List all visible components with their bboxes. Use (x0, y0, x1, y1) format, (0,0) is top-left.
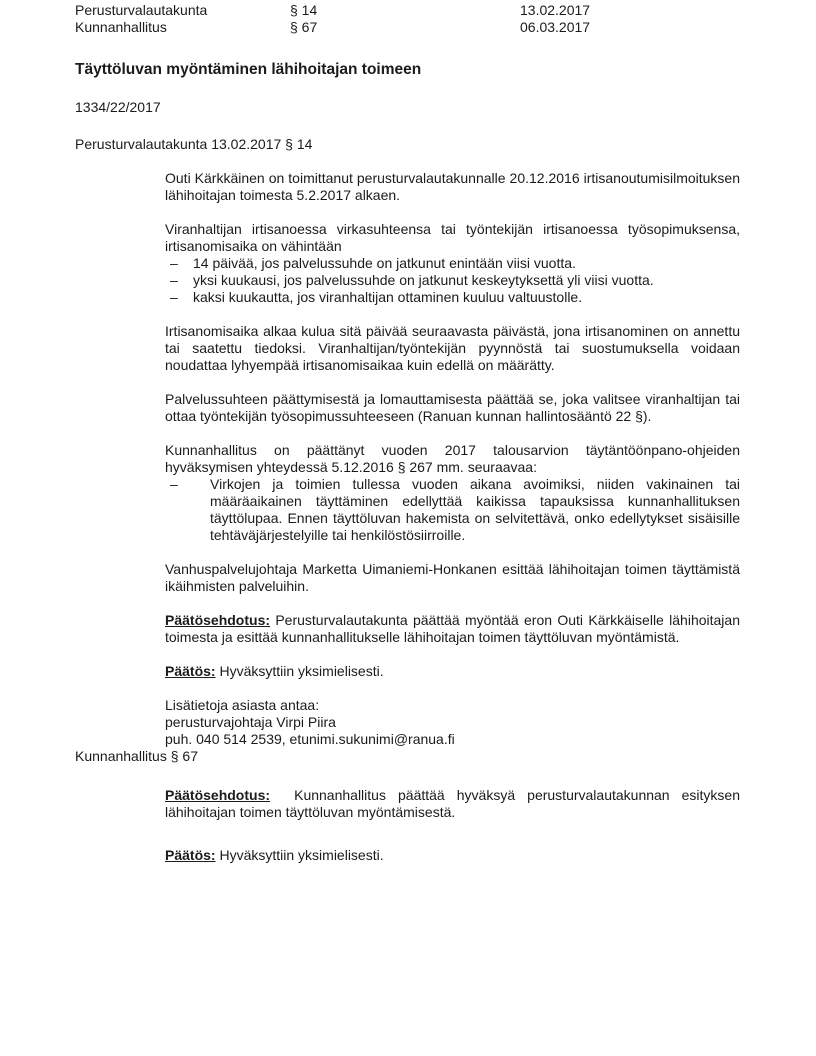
case-number: 1334/22/2017 (75, 99, 161, 115)
section-heading-kunnanhallitus: Kunnanhallitus § 67 (75, 748, 198, 764)
header-date: 06.03.2017 (520, 19, 591, 35)
header-date: 13.02.2017 (520, 2, 591, 18)
section-body (165, 170, 740, 748)
list-dash-marker: – (170, 476, 178, 492)
list-item-text: 14 päivää, jos palvelussuhde on jatkunut enintään viisi vuotta. (193, 255, 576, 271)
decision-label: Päätös: (165, 847, 216, 863)
decision-text: Hyväksyttiin yksimielisesti. (219, 847, 384, 863)
info-line: Lisätietoja asiasta antaa: (165, 697, 320, 713)
list-item-text: Virkojen ja toimien tullessa vuoden aikana avoimiksi, niiden vakinainen tai määräaikainen täyttäminen edellyttää kaikissa tapauksissa kunnanhallituksen täyttölupaa. Ennen täyttöluvan hakemista on selvitettävä, onko edellytykset sisäisille tehtäväjärjestelyille tai henkilöstösiirroille. (210, 476, 740, 543)
para-board-intro: Kunnanhallitus on päättänyt vuoden 2017 talousarvion täytäntöönpano-ohjeiden hyväksymisen yhteydessä 5.12.2016 § 267 mm. seuraavaa: (165, 442, 740, 475)
list-item-text: kaksi kuukautta, jos viranhaltijan ottaminen kuuluu valtuustolle. (193, 289, 583, 305)
section-heading-perusturvalautakunta: Perusturvalautakunta 13.02.2017 § 14 (75, 136, 313, 152)
proposal-label: Päätösehdotus: (165, 787, 271, 803)
para-notice-period: Irtisanomisaika alkaa kulua sitä päivää seuraavasta päivästä, jona irtisanominen on annettu tai saatettu tiedoksi. Viranhaltijan/työntekijän pyynnöstä tai suostumuksella voidaan noudattaa lyhyempää irtisanomisaikaa kuin edellä on määrätty. (165, 323, 740, 373)
section-body (165, 787, 740, 864)
notice-period-list (165, 255, 740, 306)
board-instructions-list (165, 476, 740, 544)
list-dash-marker: – (170, 255, 178, 271)
list-dash-marker: – (170, 272, 178, 288)
para-proposal (165, 612, 740, 646)
list-item (165, 476, 740, 544)
proposal-text: Kunnanhallitus päättää hyväksyä perusturvalautakunnan esityksen lähihoitajan toimen täyttöluvan myöntämisestä. (165, 787, 740, 820)
header-org: Kunnanhallitus (75, 19, 167, 35)
decision-label: Päätös: (165, 663, 216, 679)
list-item (165, 255, 740, 272)
decision-text: Hyväksyttiin yksimielisesti. (219, 663, 384, 679)
proposal-label: Päätösehdotus: (165, 612, 271, 628)
para-authority: Palvelussuhteen päättymisestä ja lomauttamisesta päättää se, joka valitsee viranhaltijan tai ottaa työntekijän työsopimussuhteeseen (Ranuan kunnan hallintosääntö 22 §). (165, 391, 740, 424)
header-section-ref: § 14 (290, 2, 318, 18)
info-line: puh. 040 514 2539, etunimi.sukunimi@ranua.fi (165, 731, 455, 747)
header-section-ref: § 67 (290, 19, 318, 35)
para-resignation-notice: Outi Kärkkäinen on toimittanut perusturvalautakunnalle 20.12.2016 irtisanoutumisilmoituksen lähihoitajan toimesta 5.2.2017 alkaen. (165, 170, 740, 203)
list-item (165, 289, 740, 306)
meeting-header-table (75, 2, 740, 36)
para-proposal-by: Vanhuspalvelujohtaja Marketta Uimaniemi-Honkanen esittää lähihoitajan toimen täyttämistä ikäihmisten palveluihin. (165, 561, 740, 594)
list-dash-marker: – (170, 289, 178, 305)
para-decision (165, 847, 740, 864)
para-decision (165, 663, 740, 680)
list-item-text: yksi kuukausi, jos palvelussuhde on jatkunut keskeytyksettä yli viisi vuotta. (193, 272, 654, 288)
additional-info-block (165, 697, 740, 748)
document-title: Täyttöluvan myöntäminen lähihoitajan toimeen (75, 61, 422, 78)
info-line: perusturvajohtaja Virpi Piira (165, 714, 336, 730)
para-proposal (165, 787, 740, 821)
para-terms-intro: Viranhaltijan irtisanoessa virkasuhteensa tai työntekijän irtisanoessa työsopimuksensa, irtisanomisaika on vähintään (165, 221, 740, 254)
proposal-text: Perusturvalautakunta päättää myöntää eron Outi Kärkkäiselle lähihoitajan toimesta ja esittää kunnanhallitukselle lähihoitajan toimen täyttöluvan myöntämistä. (165, 612, 740, 645)
list-item (165, 272, 740, 289)
header-org: Perusturvalautakunta (75, 2, 208, 18)
